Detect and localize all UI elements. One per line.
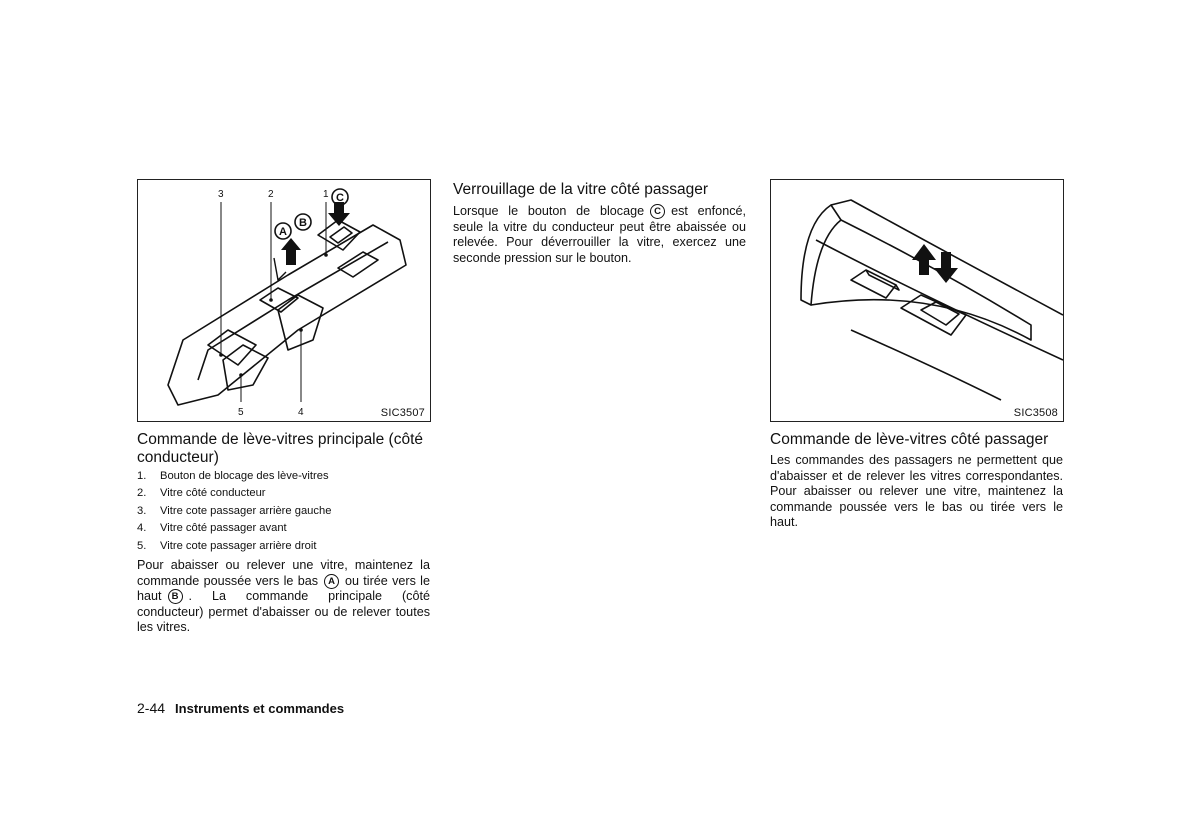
driver-switch-legend (137, 468, 331, 555)
figure-passenger-switch (770, 179, 1064, 422)
figure-code: SIC3508 (1013, 407, 1058, 419)
letter-c: C (336, 192, 344, 204)
list-item: 2. Vitre côté conducteur (137, 487, 266, 500)
page-number: 2-44 (137, 700, 166, 716)
letter-a: A (279, 226, 287, 238)
section-title: Instruments et commandes (175, 701, 345, 716)
circled-a-icon: A (324, 574, 339, 589)
section-heading-driver: Commande de lève-vitres principale (côté conducteur) (137, 431, 424, 466)
circled-b-icon: B (168, 589, 183, 604)
page-footer (137, 700, 344, 716)
list-item: 1. Bouton de blocage des lève-vitres (137, 470, 329, 482)
figure-driver-switch (137, 179, 431, 422)
letter-b: B (299, 217, 307, 229)
driver-paragraph: Pour abaisser ou relever une vitre, maintenez la commande poussée vers le bas A ou tirée vers le haut B . La commande principale (côté conducteur) permet d'abaisser ou de relever toutes les vitres. (137, 558, 430, 635)
section-heading-lock: Verrouillage de la vitre côté passager (453, 181, 709, 198)
list-item: 5. Vitre cote passager arrière droit (137, 539, 317, 552)
passenger-switch-illustration (771, 180, 1063, 421)
circled-c-icon: C (650, 204, 665, 219)
list-item: 3. Vitre cote passager arrière gauche (137, 504, 332, 517)
callout-2: 2 (268, 189, 274, 200)
driver-switch-illustration (138, 180, 430, 421)
figure-code: SIC3507 (380, 407, 425, 419)
list-item: 4. Vitre côté passager avant (137, 522, 287, 535)
callout-4: 4 (298, 407, 304, 418)
lock-paragraph: Lorsque le bouton de blocage C est enfoncé, seule la vitre du conducteur peut être abaissée ou relevée. Pour déverrouiller la vitre, exercez une seconde pression sur le bouton. (453, 204, 746, 265)
callout-1: 1 (323, 189, 329, 200)
section-heading-passenger: Commande de lève-vitres côté passager (770, 431, 1049, 448)
callout-5: 5 (238, 407, 244, 418)
callout-3: 3 (218, 189, 224, 200)
passenger-paragraph: Les commandes des passagers ne permettent que d'abaisser et de relever les vitres correspondantes. Pour abaisser ou relever une vitre, maintenez la commande poussée vers le bas ou tirée vers le haut. (770, 453, 1063, 530)
